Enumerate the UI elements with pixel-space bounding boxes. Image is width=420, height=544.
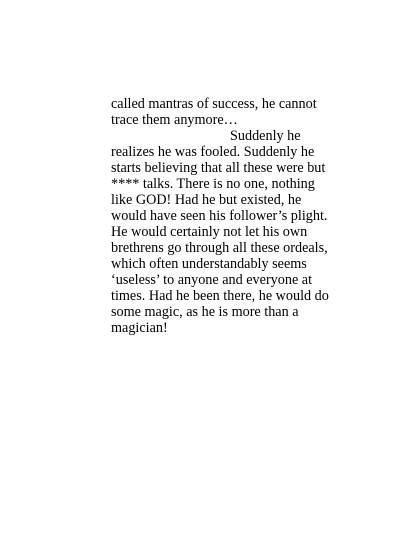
text-line: brethrens go through all these ordeals, xyxy=(111,240,328,256)
text-line: like GOD! Had he but existed, he xyxy=(111,192,302,208)
text-line: trace them anymore… xyxy=(111,112,238,128)
text-line: called mantras of success, he cannot xyxy=(111,96,317,112)
text-line: would have seen his follower’s plight. xyxy=(111,208,328,224)
text-line: which often understandably seems xyxy=(111,256,307,272)
text-line: times. Had he been there, he would do xyxy=(111,288,329,304)
text-line: some magic, as he is more than a xyxy=(111,304,299,320)
text-line: magician! xyxy=(111,320,168,336)
text-line: ‘useless’ to anyone and everyone at xyxy=(111,272,313,288)
text-line: starts believing that all these were but xyxy=(111,160,326,176)
text-line: Suddenly he xyxy=(230,128,301,144)
text-line: He would certainly not let his own xyxy=(111,224,308,240)
text-line: **** talks. There is no one, nothing xyxy=(111,176,315,192)
text-line: realizes he was fooled. Suddenly he xyxy=(111,144,315,160)
body-text xyxy=(111,96,329,336)
